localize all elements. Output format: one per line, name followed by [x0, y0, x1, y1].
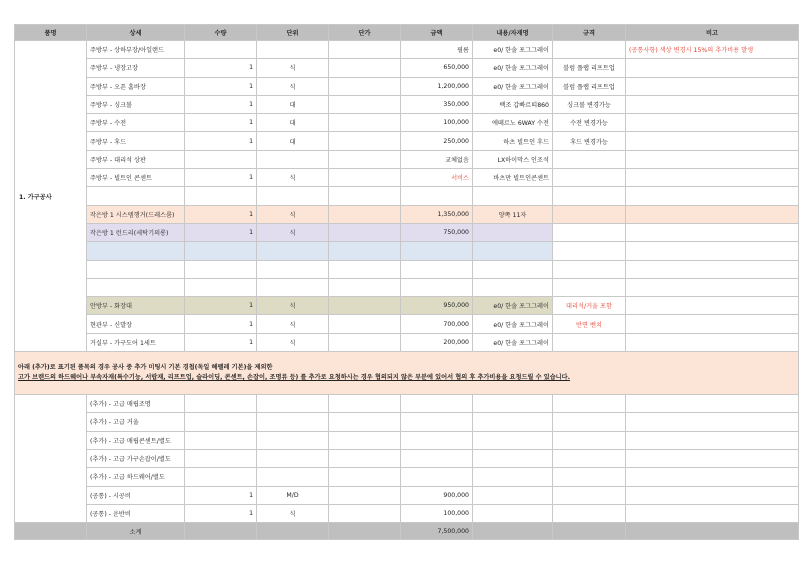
- remark-cell[interactable]: [626, 169, 799, 187]
- note-cell: [15, 352, 799, 395]
- material-cell[interactable]: [473, 449, 553, 467]
- material-cell[interactable]: 백조 갑빠르띠860: [473, 95, 553, 113]
- amount-cell[interactable]: 750,000: [401, 223, 473, 241]
- amount-cell[interactable]: 필름: [401, 41, 473, 59]
- category-cell: 1. 가구공사: [15, 41, 87, 352]
- amount-cell[interactable]: 200,000: [401, 333, 473, 351]
- table-row: [15, 333, 799, 351]
- qty-cell[interactable]: [185, 150, 257, 168]
- detail-cell[interactable]: (공통) - 시공비: [87, 486, 185, 504]
- price-cell[interactable]: [329, 278, 401, 296]
- table-row: [15, 223, 799, 241]
- unit-cell[interactable]: 대: [257, 114, 329, 132]
- price-cell[interactable]: [329, 431, 401, 449]
- amount-cell[interactable]: 서비스: [401, 169, 473, 187]
- amount-cell[interactable]: 900,000: [401, 486, 473, 504]
- spec-cell[interactable]: [553, 333, 626, 351]
- remark-cell[interactable]: [626, 333, 799, 351]
- header-qty: 수량: [185, 25, 257, 41]
- material-cell[interactable]: e0/ 한솔 포그그레이: [473, 297, 553, 315]
- remark-cell[interactable]: [626, 315, 799, 333]
- unit-cell[interactable]: [257, 242, 329, 260]
- material-cell[interactable]: e0/ 한솔 포그그레이: [473, 59, 553, 77]
- qty-cell[interactable]: [185, 242, 257, 260]
- table-row: [15, 413, 799, 431]
- material-cell[interactable]: [473, 187, 553, 205]
- amount-cell[interactable]: 100,000: [401, 504, 473, 522]
- spec-cell[interactable]: [553, 431, 626, 449]
- price-cell[interactable]: [329, 114, 401, 132]
- amount-cell[interactable]: [401, 468, 473, 486]
- price-cell[interactable]: [329, 205, 401, 223]
- table-row: [15, 132, 799, 150]
- table-row: [15, 278, 799, 296]
- table-row: [15, 150, 799, 168]
- material-cell[interactable]: [473, 260, 553, 278]
- remark-cell[interactable]: (공통사항) 색상 변경시 15%의 추가비용 발생: [626, 41, 799, 59]
- footer-blank: [185, 523, 257, 540]
- footer-blank: [329, 523, 401, 540]
- remark-cell[interactable]: [626, 278, 799, 296]
- spec-cell[interactable]: [553, 468, 626, 486]
- header-remark: 비고: [626, 25, 799, 41]
- remark-cell[interactable]: [626, 395, 799, 413]
- remark-cell[interactable]: [626, 242, 799, 260]
- amount-cell[interactable]: [401, 278, 473, 296]
- remark-cell[interactable]: [626, 260, 799, 278]
- table-row: [15, 59, 799, 77]
- price-cell[interactable]: [329, 504, 401, 522]
- material-cell[interactable]: [473, 242, 553, 260]
- material-cell[interactable]: e0/ 한솔 포그그레이: [473, 315, 553, 333]
- table-row: [15, 169, 799, 187]
- remark-cell[interactable]: [626, 150, 799, 168]
- qty-cell[interactable]: 1: [185, 95, 257, 113]
- material-cell[interactable]: [473, 468, 553, 486]
- table-row: [15, 114, 799, 132]
- material-cell[interactable]: [473, 278, 553, 296]
- price-cell[interactable]: [329, 41, 401, 59]
- remark-cell[interactable]: [626, 114, 799, 132]
- detail-cell[interactable]: 주방부 - 상하부장/아일랜드: [87, 41, 185, 59]
- unit-cell[interactable]: 식: [257, 77, 329, 95]
- table-row: [15, 95, 799, 113]
- price-cell[interactable]: [329, 260, 401, 278]
- remark-cell[interactable]: [626, 95, 799, 113]
- unit-cell[interactable]: 식: [257, 223, 329, 241]
- qty-cell[interactable]: 1: [185, 114, 257, 132]
- detail-cell[interactable]: [87, 278, 185, 296]
- spec-cell[interactable]: [553, 449, 626, 467]
- spec-cell[interactable]: [553, 205, 626, 223]
- remark-cell[interactable]: [626, 431, 799, 449]
- unit-cell[interactable]: 식: [257, 205, 329, 223]
- subtotal-value: 7,500,000: [401, 523, 473, 540]
- qty-cell[interactable]: 1: [185, 77, 257, 95]
- estimate-sheet: [14, 24, 798, 540]
- amount-cell[interactable]: [401, 187, 473, 205]
- unit-cell[interactable]: 식: [257, 333, 329, 351]
- spec-cell[interactable]: 블럼 플랩 리프트업: [553, 77, 626, 95]
- table-row: [15, 395, 799, 413]
- unit-cell[interactable]: M/D: [257, 486, 329, 504]
- unit-cell[interactable]: [257, 278, 329, 296]
- detail-cell[interactable]: (공통) - 운반비: [87, 504, 185, 522]
- remark-cell[interactable]: [626, 297, 799, 315]
- qty-cell[interactable]: 1: [185, 504, 257, 522]
- unit-cell[interactable]: [257, 431, 329, 449]
- price-cell[interactable]: [329, 187, 401, 205]
- remark-cell[interactable]: [626, 205, 799, 223]
- price-cell[interactable]: [329, 449, 401, 467]
- spec-cell[interactable]: [553, 169, 626, 187]
- qty-cell[interactable]: [185, 187, 257, 205]
- detail-cell[interactable]: (추가) - 고급 가구손잡이/별도: [87, 449, 185, 467]
- detail-cell[interactable]: (추가) - 고급 하드웨어/별도: [87, 468, 185, 486]
- amount-cell[interactable]: 교체없음: [401, 150, 473, 168]
- note-line-2: 고가 브랜드의 하드웨어나 부속자재(특수기능, 서랍재, 리프트업, 슬라이딩, 콘센트, 손잡이, 조명류 등) 를 추가로 요청하시는 경우 협의되지 않은 부분에 있어서 협의 후 추가비용을 요청드릴 수 있습니다.: [18, 374, 570, 382]
- qty-cell[interactable]: 1: [185, 205, 257, 223]
- material-cell[interactable]: [473, 431, 553, 449]
- amount-cell[interactable]: 950,000: [401, 297, 473, 315]
- unit-cell[interactable]: 식: [257, 59, 329, 77]
- detail-cell[interactable]: (추가) - 고급 매립조명: [87, 395, 185, 413]
- unit-cell[interactable]: 식: [257, 169, 329, 187]
- qty-cell[interactable]: [185, 468, 257, 486]
- spec-cell[interactable]: 싱크볼 변경가능: [553, 95, 626, 113]
- price-cell[interactable]: [329, 395, 401, 413]
- spec-cell[interactable]: 블럼 플랩 리프트업: [553, 59, 626, 77]
- unit-cell[interactable]: [257, 395, 329, 413]
- detail-cell[interactable]: 현관부 - 신발장: [87, 315, 185, 333]
- price-cell[interactable]: [329, 223, 401, 241]
- header-item: 품명: [15, 25, 87, 41]
- amount-cell[interactable]: 1,350,000: [401, 205, 473, 223]
- detail-cell[interactable]: 작은방 1 시스템행거(드레스룸): [87, 205, 185, 223]
- spec-cell[interactable]: [553, 413, 626, 431]
- footer-blank: [626, 523, 799, 540]
- remark-cell[interactable]: [626, 223, 799, 241]
- remark-cell[interactable]: [626, 187, 799, 205]
- detail-cell[interactable]: 주방부 - 싱크볼: [87, 95, 185, 113]
- price-cell[interactable]: [329, 297, 401, 315]
- unit-cell[interactable]: 식: [257, 315, 329, 333]
- table-row: [15, 187, 799, 205]
- amount-cell[interactable]: 250,000: [401, 132, 473, 150]
- price-cell[interactable]: [329, 333, 401, 351]
- subtotal-row: [15, 523, 799, 540]
- material-cell[interactable]: [473, 413, 553, 431]
- header-amount: 금액: [401, 25, 473, 41]
- detail-cell[interactable]: [87, 260, 185, 278]
- spec-cell[interactable]: [553, 260, 626, 278]
- detail-cell[interactable]: 작은방 1 런드리(세탁기의롱): [87, 223, 185, 241]
- footer-blank: [257, 523, 329, 540]
- qty-cell[interactable]: [185, 413, 257, 431]
- qty-cell[interactable]: [185, 278, 257, 296]
- remark-cell[interactable]: [626, 59, 799, 77]
- spec-cell[interactable]: [553, 150, 626, 168]
- material-cell[interactable]: e0/ 한솔 포그그레이: [473, 333, 553, 351]
- unit-cell[interactable]: 대: [257, 95, 329, 113]
- spec-cell[interactable]: [553, 278, 626, 296]
- table-row: [15, 449, 799, 467]
- amount-cell[interactable]: 350,000: [401, 95, 473, 113]
- amount-cell[interactable]: 700,000: [401, 315, 473, 333]
- footer-blank: [553, 523, 626, 540]
- qty-cell[interactable]: 1: [185, 223, 257, 241]
- amount-cell[interactable]: 650,000: [401, 59, 473, 77]
- table-row: [15, 486, 799, 504]
- qty-cell[interactable]: [185, 449, 257, 467]
- amount-cell[interactable]: [401, 260, 473, 278]
- spec-cell[interactable]: [553, 242, 626, 260]
- footer-blank: [15, 523, 87, 540]
- material-cell[interactable]: 양쪽 11자: [473, 205, 553, 223]
- spec-cell[interactable]: [553, 187, 626, 205]
- spec-cell[interactable]: 후드 변경가능: [553, 132, 626, 150]
- header-detail: 상세: [87, 25, 185, 41]
- amount-cell[interactable]: 100,000: [401, 114, 473, 132]
- detail-cell[interactable]: (추가) - 고급 거울: [87, 413, 185, 431]
- detail-cell[interactable]: 거실부 - 가구도어 1세트: [87, 333, 185, 351]
- note-row: [15, 352, 799, 395]
- spec-cell[interactable]: 반면 벤치: [553, 315, 626, 333]
- spec-cell[interactable]: 대리석/거울 포함: [553, 297, 626, 315]
- header-spec: 규격: [553, 25, 626, 41]
- material-cell[interactable]: e0/ 한솔 포그그레이: [473, 77, 553, 95]
- qty-cell[interactable]: [185, 260, 257, 278]
- table-row: [15, 431, 799, 449]
- detail-cell[interactable]: 안방부 - 화장대: [87, 297, 185, 315]
- price-cell[interactable]: [329, 95, 401, 113]
- unit-cell[interactable]: 대: [257, 132, 329, 150]
- table-row: [15, 77, 799, 95]
- subtotal-label: 소계: [87, 523, 185, 540]
- price-cell[interactable]: [329, 468, 401, 486]
- unit-cell[interactable]: 식: [257, 297, 329, 315]
- unit-cell[interactable]: [257, 187, 329, 205]
- material-cell[interactable]: 바츠만 빌트인콘센트: [473, 169, 553, 187]
- price-cell[interactable]: [329, 242, 401, 260]
- table-row: [15, 260, 799, 278]
- spec-cell[interactable]: 수전 변경가능: [553, 114, 626, 132]
- detail-cell[interactable]: 주방부 - 대리석 상판: [87, 150, 185, 168]
- remark-cell[interactable]: [626, 132, 799, 150]
- category-cell-empty: [15, 395, 87, 523]
- price-cell[interactable]: [329, 132, 401, 150]
- price-cell[interactable]: [329, 150, 401, 168]
- price-cell[interactable]: [329, 413, 401, 431]
- qty-cell[interactable]: 1: [185, 132, 257, 150]
- remark-cell[interactable]: [626, 468, 799, 486]
- unit-cell[interactable]: [257, 150, 329, 168]
- material-cell[interactable]: [473, 504, 553, 522]
- table-row: [15, 468, 799, 486]
- qty-cell[interactable]: 1: [185, 297, 257, 315]
- material-cell[interactable]: 하츠 빌트인 후드: [473, 132, 553, 150]
- qty-cell[interactable]: [185, 395, 257, 413]
- unit-cell[interactable]: [257, 260, 329, 278]
- amount-cell[interactable]: [401, 413, 473, 431]
- unit-cell[interactable]: [257, 468, 329, 486]
- material-cell[interactable]: [473, 395, 553, 413]
- detail-cell[interactable]: 주방부 - 후드: [87, 132, 185, 150]
- detail-cell[interactable]: (추가) - 고급 매립콘센트/별도: [87, 431, 185, 449]
- header-material: 내용/자재명: [473, 25, 553, 41]
- header-row: [15, 25, 799, 41]
- material-cell[interactable]: LX하이막스 인조석: [473, 150, 553, 168]
- estimate-table: [14, 24, 799, 540]
- remark-cell[interactable]: [626, 449, 799, 467]
- table-row: [15, 315, 799, 333]
- qty-cell[interactable]: 1: [185, 59, 257, 77]
- qty-cell[interactable]: 1: [185, 315, 257, 333]
- price-cell[interactable]: [329, 59, 401, 77]
- qty-cell[interactable]: 1: [185, 333, 257, 351]
- detail-cell[interactable]: [87, 242, 185, 260]
- table-row: [15, 242, 799, 260]
- detail-cell[interactable]: 주방부 - 빌트인 콘센트: [87, 169, 185, 187]
- amount-cell[interactable]: [401, 242, 473, 260]
- material-cell[interactable]: [473, 223, 553, 241]
- note-line-1: 아래 (추가)로 표기된 품목의 경우 공사 중 추가 미팅시 기본 경첩(독일 헤펠레 기본)을 제외한: [18, 364, 273, 372]
- material-cell[interactable]: 에떼르노 6WAY 수전: [473, 114, 553, 132]
- qty-cell[interactable]: 1: [185, 486, 257, 504]
- spec-cell[interactable]: [553, 504, 626, 522]
- remark-cell[interactable]: [626, 504, 799, 522]
- material-cell[interactable]: [473, 486, 553, 504]
- remark-cell[interactable]: [626, 486, 799, 504]
- detail-cell[interactable]: 주방부 - 오픈 홈바장: [87, 77, 185, 95]
- spec-cell[interactable]: [553, 395, 626, 413]
- detail-cell[interactable]: 주방부 - 냉장고장: [87, 59, 185, 77]
- detail-cell[interactable]: [87, 187, 185, 205]
- amount-cell[interactable]: [401, 431, 473, 449]
- unit-cell[interactable]: [257, 41, 329, 59]
- qty-cell[interactable]: [185, 41, 257, 59]
- price-cell[interactable]: [329, 169, 401, 187]
- remark-cell[interactable]: [626, 77, 799, 95]
- remark-cell[interactable]: [626, 413, 799, 431]
- table-row: [15, 41, 799, 59]
- detail-cell[interactable]: 주방부 - 수전: [87, 114, 185, 132]
- table-row: [15, 297, 799, 315]
- price-cell[interactable]: [329, 315, 401, 333]
- price-cell[interactable]: [329, 77, 401, 95]
- spec-cell[interactable]: [553, 223, 626, 241]
- unit-cell[interactable]: [257, 449, 329, 467]
- unit-cell[interactable]: 식: [257, 504, 329, 522]
- amount-cell[interactable]: [401, 449, 473, 467]
- spec-cell[interactable]: [553, 41, 626, 59]
- amount-cell[interactable]: [401, 395, 473, 413]
- price-cell[interactable]: [329, 486, 401, 504]
- table-row: [15, 504, 799, 522]
- footer-blank: [473, 523, 553, 540]
- spec-cell[interactable]: [553, 486, 626, 504]
- material-cell[interactable]: e0/ 한솔 포그그레이: [473, 41, 553, 59]
- qty-cell[interactable]: 1: [185, 169, 257, 187]
- unit-cell[interactable]: [257, 413, 329, 431]
- qty-cell[interactable]: [185, 431, 257, 449]
- amount-cell[interactable]: 1,200,000: [401, 77, 473, 95]
- header-price: 단가: [329, 25, 401, 41]
- header-unit: 단위: [257, 25, 329, 41]
- table-row: [15, 205, 799, 223]
